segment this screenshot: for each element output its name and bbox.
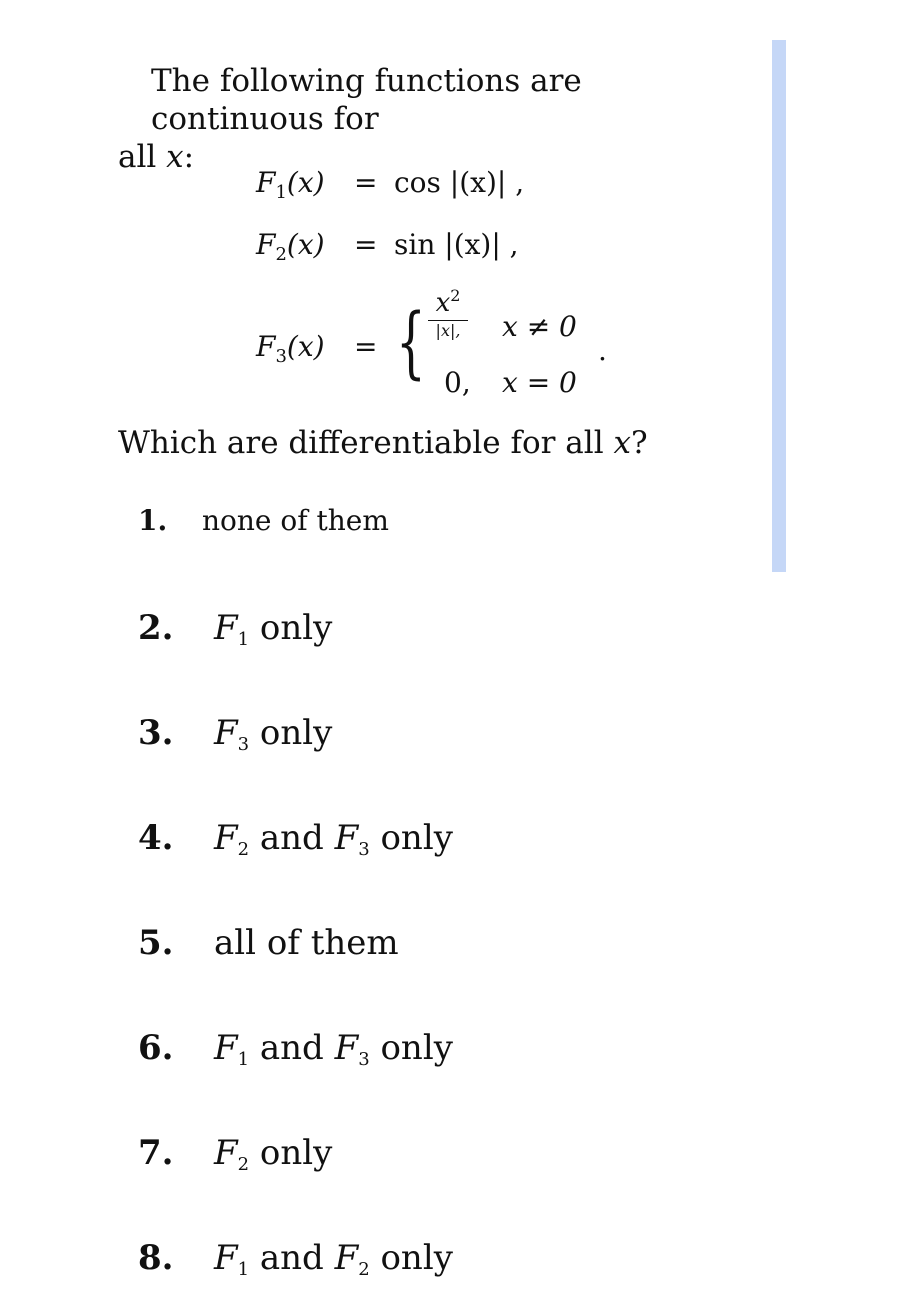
intro-line-1: The following functions are continuous for	[151, 63, 582, 137]
choice-label: F2 only	[214, 1133, 333, 1175]
eq-f1-lhs: $F_1(x)$	[256, 166, 325, 203]
eq-f1-equals: =	[354, 166, 378, 199]
eq-f2-rhs: sin |(x)| ,	[394, 228, 519, 261]
eq-f2-equals: =	[354, 228, 378, 261]
eq-f3-period: .	[598, 334, 607, 367]
intro-line-2: all x:	[118, 139, 195, 175]
fraction-denominator: |x|,	[435, 321, 461, 340]
choice-number: 4.	[138, 818, 174, 858]
choice-label: none of them	[202, 504, 389, 537]
case2-condition: x = 0	[502, 366, 577, 399]
choice-number: 7.	[138, 1133, 174, 1173]
case1-fraction	[428, 286, 468, 341]
choice-number: 8.	[138, 1238, 174, 1278]
problem-intro	[118, 62, 758, 176]
case2-value: 0,	[444, 366, 471, 399]
piecewise-brace: {	[396, 298, 426, 388]
eq-f3-equals: =	[354, 330, 378, 363]
choice-number: 1.	[138, 504, 168, 537]
choice-label: F1 only	[214, 608, 333, 650]
choice-label: F2 and F3 only	[214, 818, 453, 860]
choice-number: 3.	[138, 713, 174, 753]
choice-label: all of them	[214, 923, 399, 963]
case1-condition: x ≠ 0	[502, 310, 577, 343]
eq-f3-lhs: $F_3(x)$	[256, 330, 325, 367]
scrollbar[interactable]	[772, 40, 786, 572]
choice-number: 5.	[138, 923, 174, 963]
fraction-numerator: $x^2$	[428, 290, 468, 321]
choice-label: F3 only	[214, 713, 333, 755]
choice-label: F1 and F2 only	[214, 1238, 453, 1280]
choice-number: 6.	[138, 1028, 174, 1068]
eq-f2-lhs: $F_2(x)$	[256, 228, 325, 265]
choice-label: F1 and F3 only	[214, 1028, 453, 1070]
eq-f1-rhs: cos |(x)| ,	[394, 166, 525, 199]
question-text: Which are differentiable for all x?	[118, 425, 648, 461]
choice-number: 2.	[138, 608, 174, 648]
